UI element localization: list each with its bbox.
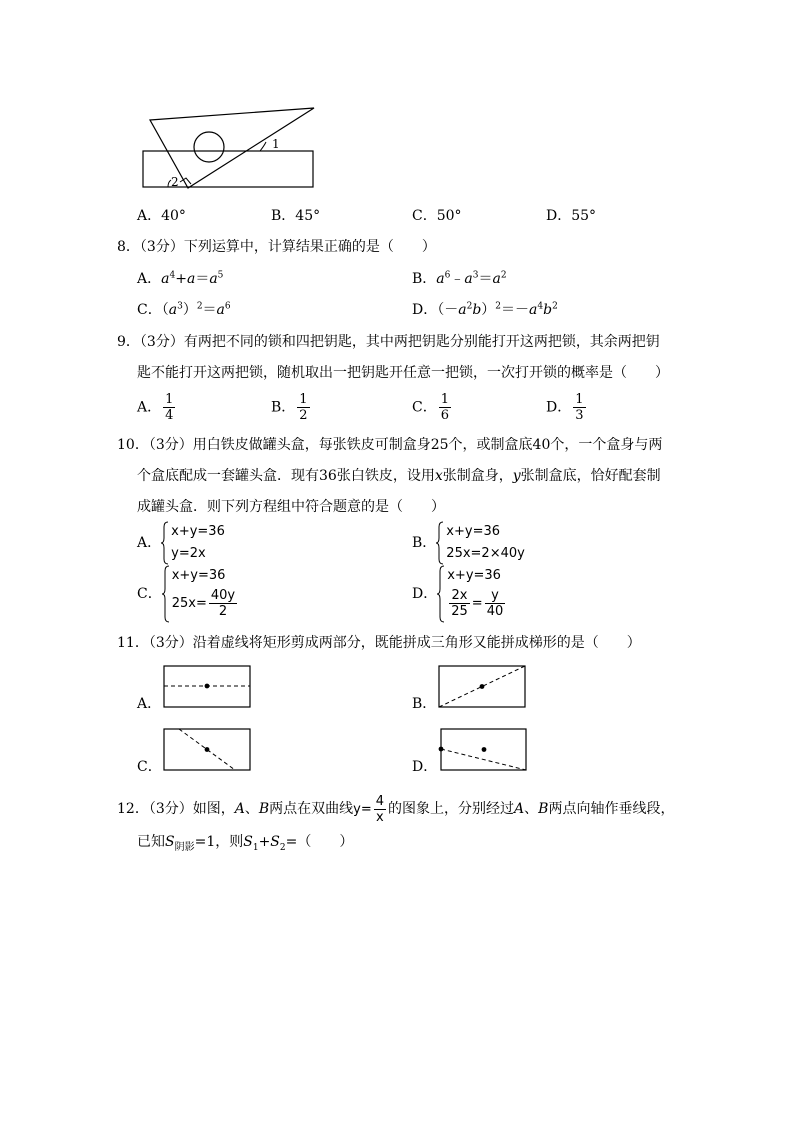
q10-a-eq1: x+y=36 (171, 524, 225, 539)
q10-c-system (162, 565, 239, 623)
q9-c-den: 6 (440, 408, 449, 423)
q12-line1-b: 两点在双曲线 (269, 801, 354, 817)
q10-b-eq2: 25x=2×40y (446, 546, 525, 561)
q12-line2-a: 已知 (137, 834, 165, 850)
q11-option-b-label[interactable]: B． (412, 696, 437, 712)
q8-text: 下列运算中，计算结果正确的是（ ） (183, 239, 436, 255)
q11-stem: 11．（3分）沿着虚线将矩形剪成两部分，既能拼成三角形又能拼成梯形的是（ ） (117, 635, 641, 651)
q9-a-label: A． (137, 399, 162, 416)
brace-icon (437, 565, 445, 623)
q10-b-eq1: x+y=36 (446, 524, 501, 539)
q12-sub2: 2 (279, 842, 286, 853)
brace-icon (436, 521, 444, 565)
q10-var-x: x (434, 468, 443, 484)
q9-d-label: D． (546, 399, 572, 416)
q10-stem-line1: 10．（3分）用白铁皮做罐头盒，每张铁皮可制盒身25个，或制盒底40个，一个盒身与两 (117, 437, 663, 453)
q10-d-num1: 2x (449, 588, 470, 604)
q10-c-eq2 (172, 587, 239, 621)
q12-fraction (374, 794, 386, 825)
q10-stem-line2 (137, 466, 661, 486)
q10-var-y: y (512, 468, 521, 484)
q10-c-label: C． (137, 586, 162, 602)
q10-d-eq1: x+y=36 (447, 568, 501, 583)
q8-score: （3分） (139, 239, 184, 255)
brace-icon (161, 521, 169, 565)
q8-a-label: A． (137, 271, 162, 287)
q12-line2-c: =（ ） (285, 834, 354, 850)
q8-option-b[interactable]: B．$a^6﹣a^3=a^2$ (412, 270, 507, 287)
q10-c-eq2-num: 40y (210, 588, 236, 603)
q10-a-eq2: y=2x (171, 546, 206, 561)
q9-option-c[interactable] (412, 392, 453, 423)
q10-a-system (161, 521, 225, 565)
q7-option-a[interactable]: A．40° (137, 208, 186, 224)
q9-d-num: 1 (575, 392, 584, 407)
angle-1-label: 1 (272, 137, 280, 151)
brace-icon (162, 565, 170, 623)
q8-c-label: C． (137, 302, 162, 318)
q10-d-den2: 40 (486, 604, 504, 619)
q11-option-c-figure[interactable] (163, 728, 251, 772)
q8-stem (117, 237, 436, 257)
q7-option-b[interactable]: B．45° (271, 208, 321, 224)
q9-d-den: 3 (575, 408, 584, 423)
q12-frac-num: 4 (375, 793, 385, 809)
q12-s-shade: S (165, 834, 175, 850)
q11-option-b-figure[interactable] (438, 665, 526, 709)
q10-c-eq2-lhs: 25x= (171, 596, 207, 611)
q10-a-label: A． (137, 535, 162, 551)
q10-c-eq1: x+y=36 (171, 568, 226, 583)
q12-line1-a: 12．（3分）如图， (117, 801, 235, 817)
q12-line2-b: =1，则 (194, 834, 244, 850)
q12-stem-line1 (117, 792, 674, 827)
q10-d-system (437, 565, 507, 623)
q8-number: 8． (117, 239, 140, 255)
q12-sep2: 、 (524, 801, 539, 817)
q10-b-label: B． (412, 535, 437, 551)
q10-option-c[interactable] (137, 565, 239, 623)
q12-plus: + (258, 834, 271, 850)
q10-option-b[interactable] (412, 521, 525, 565)
q12-line1-d: 两点向轴作垂线段， (548, 801, 675, 817)
q12-stem-line2 (137, 832, 353, 852)
q10-line2-a: 个盒底配成一套罐头盒．现有36张白铁皮，设用 (137, 468, 435, 484)
q9-a-den: 4 (165, 408, 174, 423)
q9-stem-line1: 9．（3分）有两把不同的锁和四把钥匙，其中两把钥匙分别能打开这两把锁，其余两把钥 (117, 334, 660, 350)
q10-line2-b: 张制盒身， (442, 468, 513, 484)
q9-stem-line2: 匙不能打开这两把锁，随机取出一把钥匙开任意一把锁，一次打开锁的概率是（ ） (137, 365, 669, 381)
q9-b-den: 2 (299, 408, 308, 423)
q7-option-c[interactable]: C．50° (412, 208, 462, 224)
q12-point-a2: A (514, 801, 525, 817)
q9-option-a[interactable] (137, 392, 177, 423)
q9-c-num: 1 (440, 392, 449, 407)
q10-c-eq2-den: 2 (218, 604, 228, 619)
q11-option-d-label[interactable]: D． (412, 759, 438, 775)
q10-d-label: D． (412, 586, 438, 602)
q10-d-den1: 25 (451, 604, 468, 619)
q10-d-eq2 (447, 587, 507, 621)
q12-line1-c: 的图象上，分别经过 (388, 801, 515, 817)
q10-option-a[interactable] (137, 521, 225, 565)
q7-option-d[interactable]: D．55° (546, 208, 597, 224)
angle-2-label: 2 (171, 175, 179, 189)
q11-option-c-label[interactable]: C． (137, 759, 162, 775)
q12-s2: S (270, 834, 280, 850)
q8-option-c[interactable]: C．$(a^3)^2=a^6$ (137, 301, 231, 318)
q11-option-a-label[interactable]: A． (137, 696, 162, 712)
q10-d-eq-sign: = (471, 596, 483, 611)
q9-c-label: C． (412, 399, 437, 416)
q10-stem-line3: 成罐头盒．则下列方程组中符合题意的是（ ） (137, 499, 445, 515)
q11-option-a-figure[interactable] (163, 665, 251, 709)
q10-option-d[interactable] (412, 565, 507, 623)
triangle-ruler-figure (138, 100, 328, 196)
q8-option-a[interactable]: A．$a^4+a=a^5$ (137, 270, 224, 287)
q12-y-eq: y= (353, 802, 372, 817)
q12-point-a: A (234, 801, 245, 817)
q9-option-b[interactable] (271, 392, 312, 423)
q12-sub1: 1 (252, 842, 259, 853)
q11-option-d-figure[interactable] (438, 728, 528, 774)
q8-d-label: D． (412, 302, 438, 318)
q9-a-num: 1 (165, 392, 174, 407)
q8-option-d[interactable]: D．$(-a^2b)^2=-a^4b^2$ (412, 301, 558, 318)
q9-option-d[interactable] (546, 392, 588, 423)
q9-b-num: 1 (299, 392, 308, 407)
q8-b-label: B． (412, 271, 437, 287)
q10-b-system (436, 521, 525, 565)
q10-line2-c: 张制盒底，恰好配套制 (520, 468, 661, 484)
q12-point-b: B (258, 801, 270, 817)
q12-frac-den: x (376, 809, 384, 825)
q9-b-label: B． (271, 399, 296, 416)
q12-sep: 、 (244, 801, 259, 817)
q12-shade-sub: 阴影 (174, 841, 195, 853)
q12-s1: S (243, 834, 253, 850)
q12-point-b2: B (538, 801, 549, 817)
q10-d-num2: y (485, 588, 506, 604)
